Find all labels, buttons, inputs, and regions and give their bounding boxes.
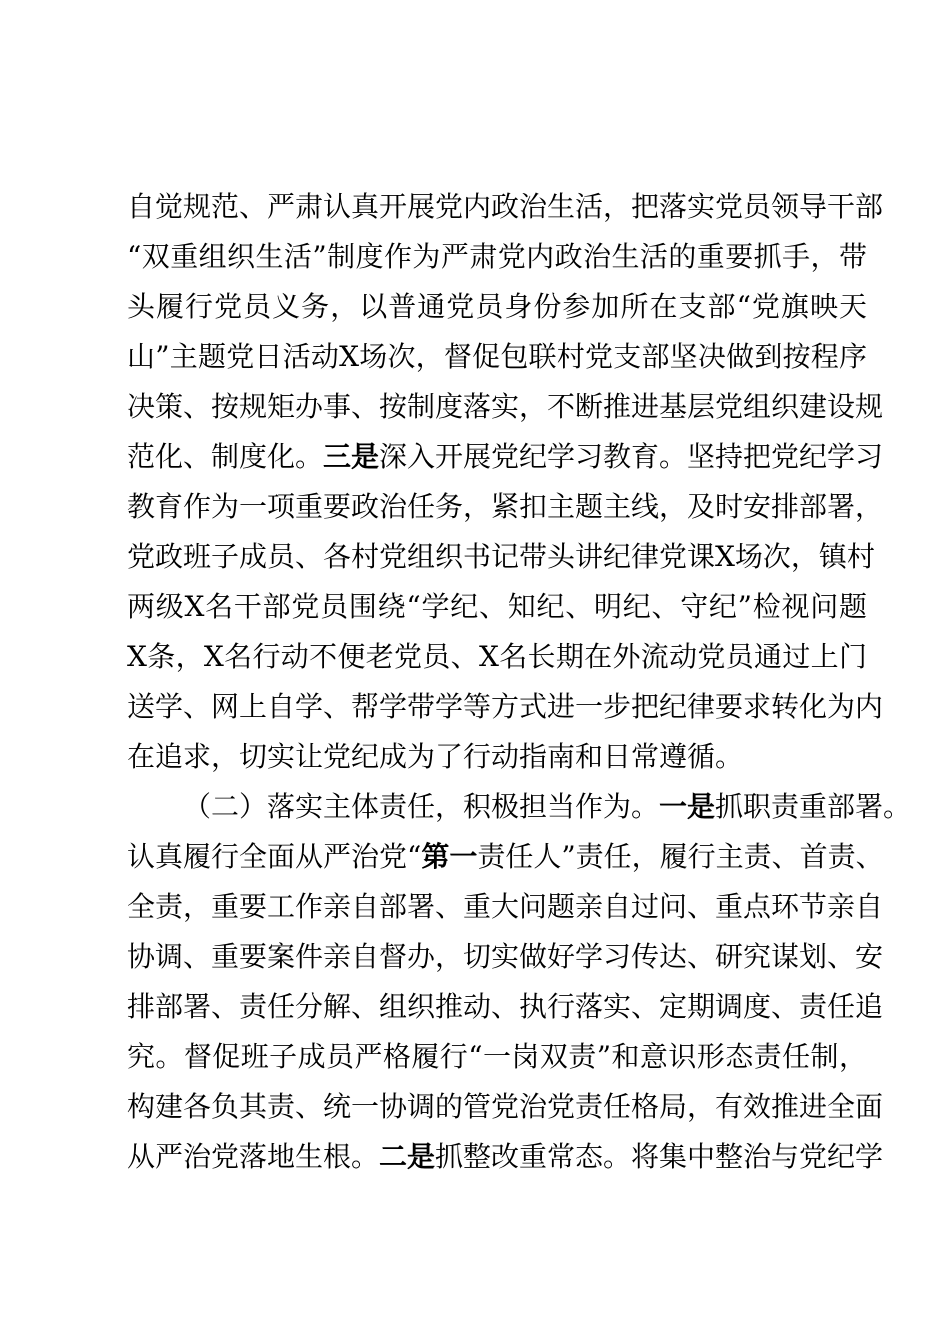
text-line: 教育作为一项重要政治任务，紧扣主题主线，及时安排部署， <box>127 490 884 523</box>
text-line: 自觉规范、严肃认真开展党内政治生活，把落实党员领导干部 <box>127 190 884 223</box>
text-line <box>127 832 884 882</box>
text-run: 从严治党落地生根。 <box>127 1140 380 1173</box>
section-heading-line <box>127 782 912 832</box>
text-run: 抓职责重部署。 <box>715 790 912 823</box>
text-line: 在追求，切实让党纪成为了行动指南和日常遵循。 <box>127 740 744 773</box>
text-run: 认真履行全面从严治党“ <box>127 840 422 873</box>
text-line: 山”主题党日活动X场次，督促包联村党支部坚决做到按程序 <box>127 340 867 373</box>
text-run: 责任人”责任，履行主责、首责、 <box>477 840 884 873</box>
bold-marker: 三是 <box>323 440 380 473</box>
text-line: 协调、重要案件亲自督办，切实做好学习传达、研究谋划、安 <box>127 940 884 973</box>
body-text <box>127 182 912 1182</box>
text-line: 全责，重要工作亲自部署、重大问题亲自过问、重点环节亲自 <box>127 890 884 923</box>
section-heading: （二）落实主体责任，积极担当作为。 <box>183 790 660 823</box>
text-line: 究。督促班子成员严格履行“一岗双责”和意识形态责任制， <box>127 1040 867 1073</box>
text-run: 深入开展党纪学习教育。坚持把党纪学习 <box>379 440 884 473</box>
text-line: 头履行党员义务，以普通党员身份参加所在支部“党旗映天 <box>127 290 867 323</box>
bold-marker: 二是 <box>379 1140 436 1173</box>
text-run: 范化、制度化。 <box>127 440 324 473</box>
text-run: 抓整改重常态。将集中整治与党纪学 <box>435 1140 884 1173</box>
bold-marker: 第一 <box>421 840 478 873</box>
text-line <box>127 432 884 482</box>
text-line: 党政班子成员、各村党组织书记带头讲纪律党课X场次，镇村 <box>127 540 875 573</box>
text-line: “双重组织生活”制度作为严肃党内政治生活的重要抓手，带 <box>127 240 867 273</box>
bold-marker: 一是 <box>659 790 716 823</box>
text-line: 排部署、责任分解、组织推动、执行落实、定期调度、责任追 <box>127 990 884 1023</box>
text-line: X条，X名行动不便老党员、X名长期在外流动党员通过上门 <box>127 640 867 673</box>
text-line: 两级X名干部党员围绕“学纪、知纪、明纪、守纪”检视问题 <box>127 590 867 623</box>
text-line: 送学、网上自学、帮学带学等方式进一步把纪律要求转化为内 <box>127 690 884 723</box>
text-line: 决策、按规矩办事、按制度落实，不断推进基层党组织建设规 <box>127 390 884 423</box>
text-line: 构建各负其责、统一协调的管党治党责任格局，有效推进全面 <box>127 1090 884 1123</box>
text-line <box>127 1132 884 1182</box>
